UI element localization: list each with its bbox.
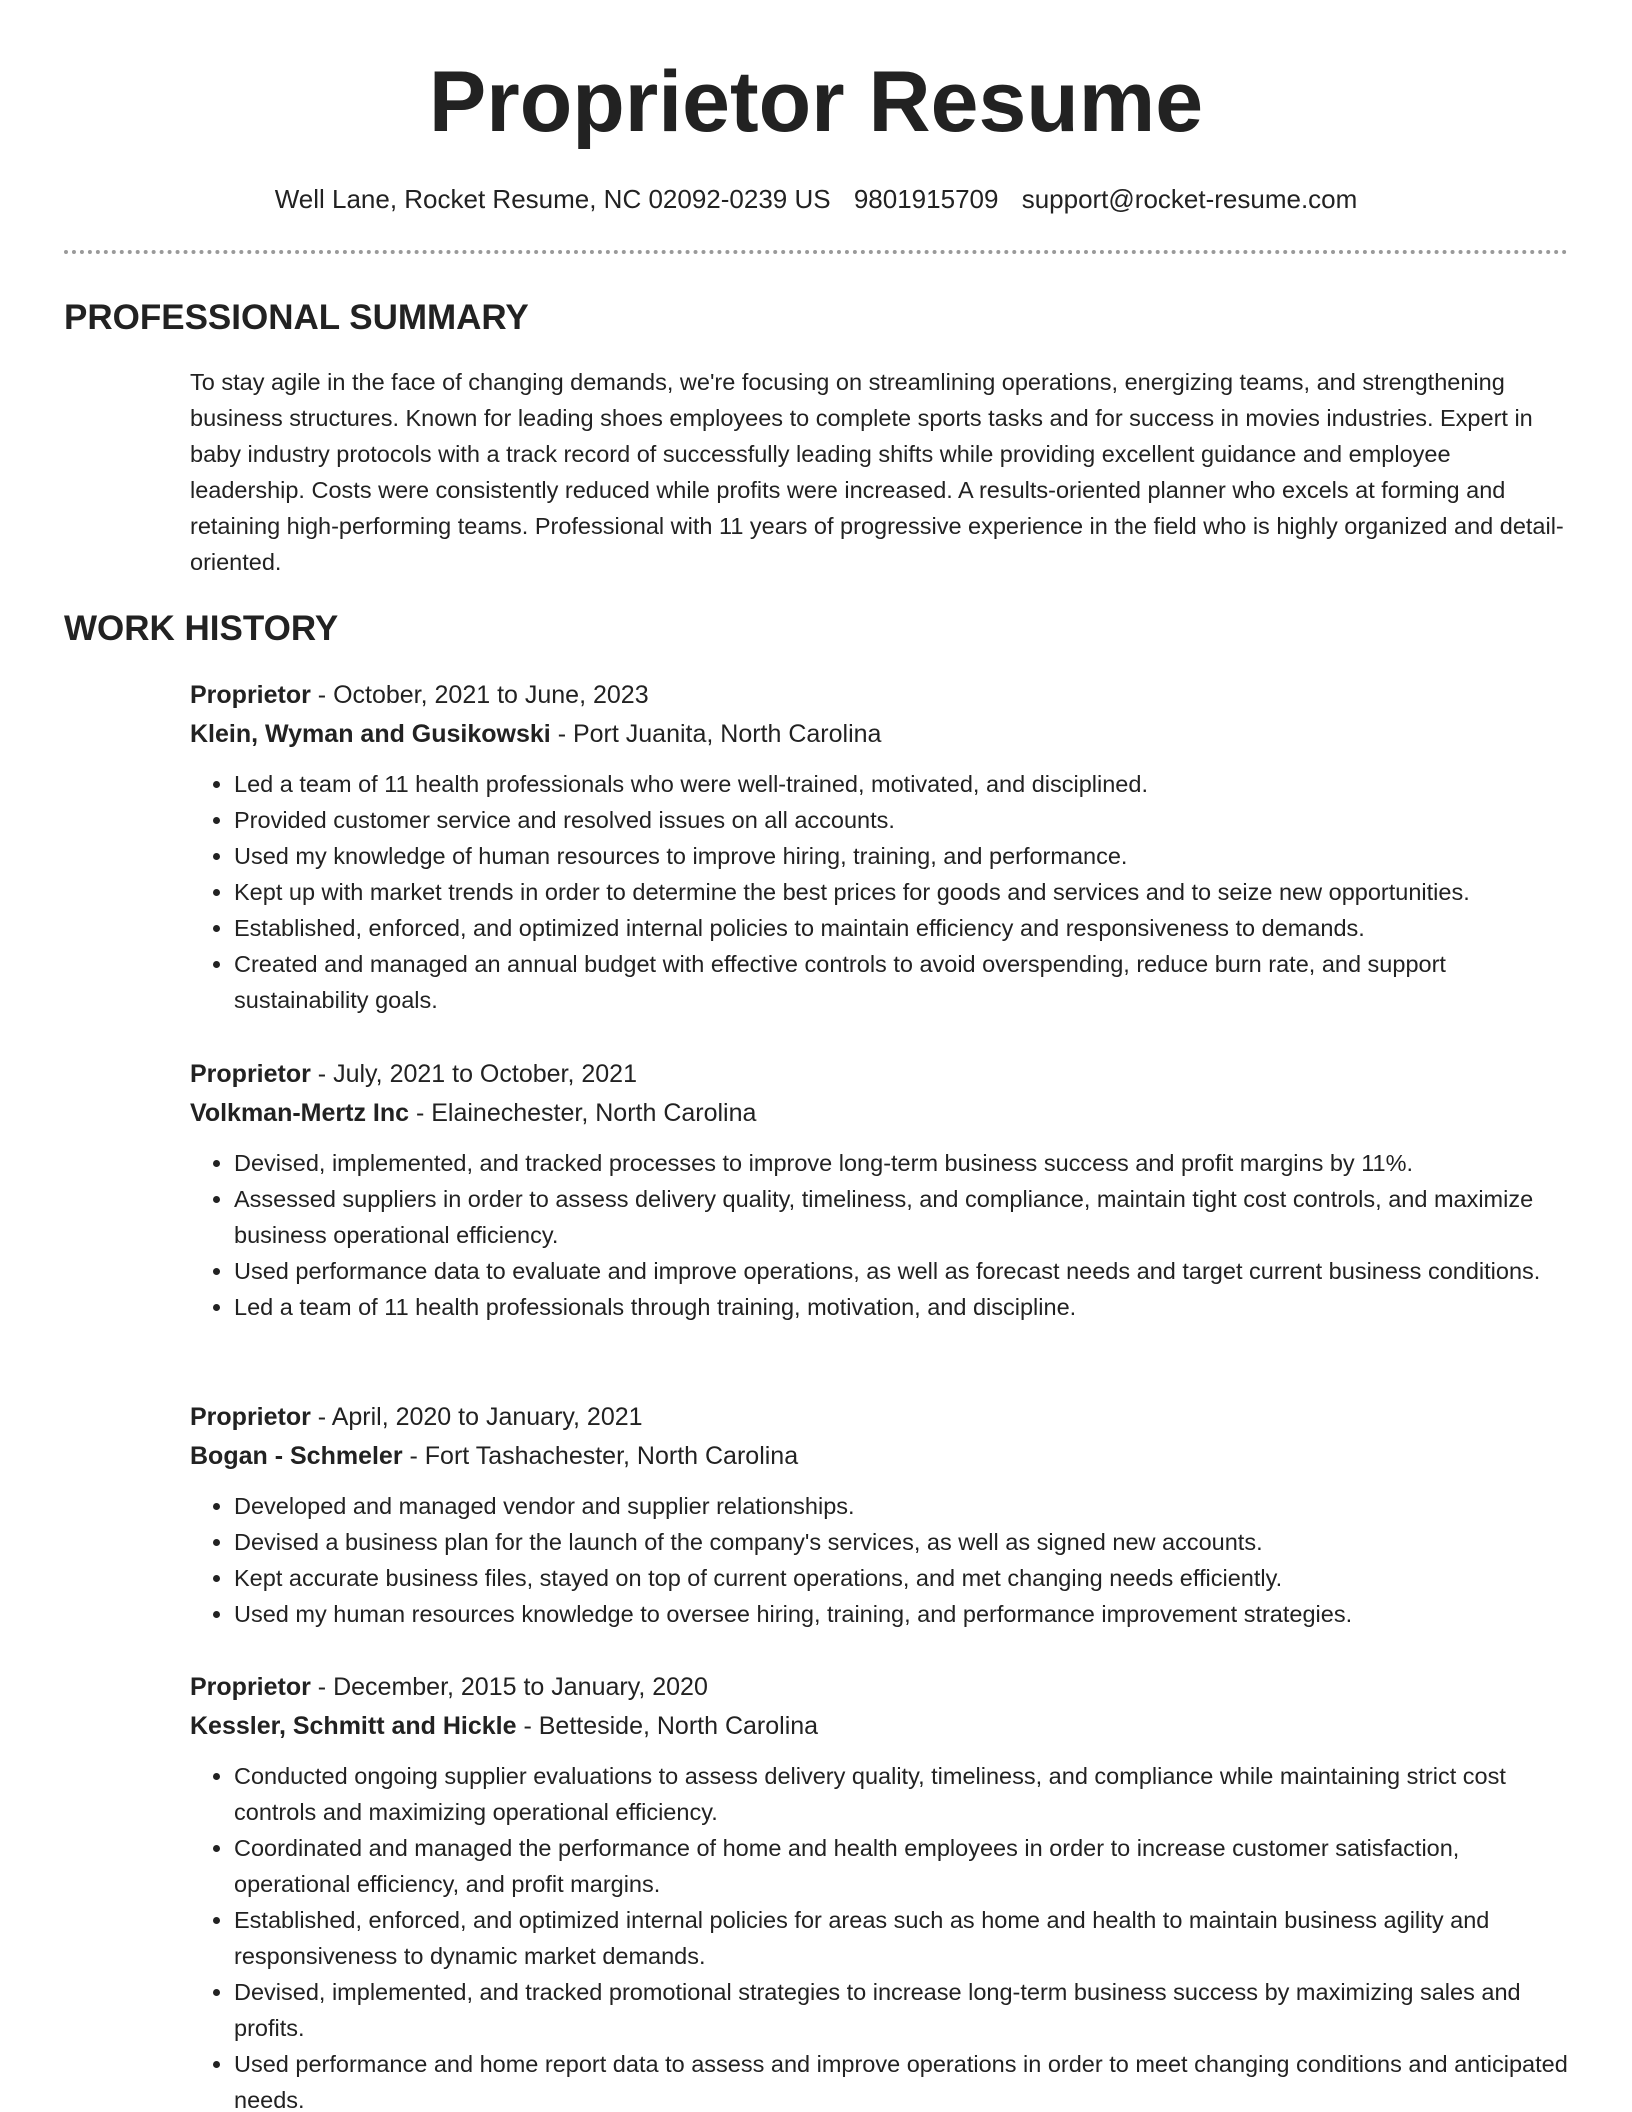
job-bullet: • Used performance and home report data to assess and improve operations in order to meet changing conditions and anticipated needs.	[234, 2046, 1568, 2112]
job-bullet: • Used my human resources knowledge to oversee hiring, training, and performance improvement strategies.	[234, 1596, 1568, 1632]
job-company-line	[190, 715, 1568, 754]
job-dates: - July, 2021 to October, 2021	[310, 1060, 637, 1088]
job-bullet-list	[190, 1758, 1568, 2112]
job-bullet: • Kept up with market trends in order to determine the best prices for goods and services and to seize new opportunities.	[234, 874, 1568, 910]
job-entry	[190, 1398, 1568, 1632]
job-title-line	[190, 1398, 1568, 1437]
section-heading-summary: PROFESSIONAL SUMMARY	[64, 298, 529, 337]
job-bullet-list	[190, 1488, 1568, 1632]
resume-title: Proprietor Resume	[428, 54, 1204, 150]
job-company-line	[190, 1437, 1568, 1476]
job-bullet: • Established, enforced, and optimized internal policies to maintain efficiency and responsiveness to demands.	[234, 910, 1568, 946]
job-title: Proprietor	[190, 1673, 311, 1701]
job-bullet: • Established, enforced, and optimized internal policies for areas such as home and health to maintain business agility and responsiveness to dynamic market demands.	[234, 1902, 1568, 1974]
job-bullet: • Used my knowledge of human resources to improve hiring, training, and performance.	[234, 838, 1568, 874]
job-title: Proprietor	[190, 1403, 311, 1431]
job-bullet: • Provided customer service and resolved issues on all accounts.	[234, 802, 1568, 838]
job-title-line	[190, 1668, 1568, 1707]
job-bullet: • Developed and managed vendor and supplier relationships.	[234, 1488, 1568, 1524]
job-location: - Elainechester, North Carolina	[409, 1099, 757, 1127]
job-bullet: • Created and managed an annual budget with effective controls to avoid overspending, reduce burn rate, and support sustainability goals.	[234, 946, 1568, 1018]
job-company: Volkman-Mertz Inc	[190, 1099, 410, 1127]
job-bullet: • Used performance data to evaluate and improve operations, as well as forecast needs and target current business conditions.	[234, 1253, 1568, 1289]
job-dates: - December, 2015 to January, 2020	[310, 1673, 708, 1701]
job-bullet: • Devised, implemented, and tracked promotional strategies to increase long-term business success by maximizing sales and profits.	[234, 1974, 1568, 2046]
job-bullet: • Conducted ongoing supplier evaluations to assess delivery quality, timeliness, and compliance while maintaining strict cost controls and maximizing operational efficiency.	[234, 1758, 1568, 1830]
job-entry	[190, 1668, 1568, 2112]
job-title: Proprietor	[190, 1060, 311, 1088]
contact-line	[0, 182, 1632, 216]
job-bullet: • Devised, implemented, and tracked processes to improve long-term business success and profit margins by 11%.	[234, 1145, 1568, 1181]
job-bullet: • Coordinated and managed the performance of home and health employees in order to increase customer satisfaction, operational efficiency, and profit margins.	[234, 1830, 1568, 1902]
job-company: Bogan - Schmeler	[190, 1442, 403, 1470]
job-bullet: • Led a team of 11 health professionals through training, motivation, and discipline.	[234, 1289, 1568, 1325]
summary-text: To stay agile in the face of changing demands, we're focusing on streamlining operations, energizing teams, and strengthening business structures. Known for leading shoes employees to complete sports tasks and for success in movies industries. Expert in baby industry protocols with a track record of successfully leading shifts while providing excellent guidance and employee leadership. Costs were consistently reduced while profits were increased. A results-oriented planner who excels at forming and retaining high-performing teams. Professional with 11 years of progressive experience in the field who is highly organized and detail-oriented.	[190, 369, 1564, 575]
job-dates: - October, 2021 to June, 2023	[310, 681, 649, 709]
section-heading-work-history: WORK HISTORY	[64, 609, 339, 648]
job-company: Kessler, Schmitt and Hickle	[190, 1712, 517, 1740]
job-bullet-list	[190, 766, 1568, 1018]
job-title-line	[190, 1055, 1568, 1094]
job-bullet: • Assessed suppliers in order to assess delivery quality, timeliness, and compliance, maintain tight cost controls, and maximize business operational efficiency.	[234, 1181, 1568, 1253]
job-title-line	[190, 676, 1568, 715]
job-company: Klein, Wyman and Gusikowski	[190, 720, 551, 748]
job-company-line	[190, 1707, 1568, 1746]
job-title: Proprietor	[190, 681, 311, 709]
job-bullet: • Kept accurate business files, stayed on top of current operations, and met changing needs efficiently.	[234, 1560, 1568, 1596]
job-location: - Port Juanita, North Carolina	[550, 720, 882, 748]
contact-address: Well Lane, Rocket Resume, NC 02092-0239 US	[274, 184, 831, 214]
job-entry	[190, 676, 1568, 1018]
job-company-line	[190, 1094, 1568, 1133]
contact-phone: 9801915709	[853, 184, 999, 214]
job-bullet-list	[190, 1145, 1568, 1325]
header-divider	[64, 250, 1568, 254]
job-dates: - April, 2020 to January, 2021	[310, 1403, 643, 1431]
contact-email: support@rocket-resume.com	[1021, 184, 1358, 214]
job-entry	[190, 1055, 1568, 1325]
job-bullet: • Devised a business plan for the launch of the company's services, as well as signed new accounts.	[234, 1524, 1568, 1560]
job-location: - Fort Tashachester, North Carolina	[402, 1442, 799, 1470]
job-bullet: • Led a team of 11 health professionals who were well-trained, motivated, and disciplined.	[234, 766, 1568, 802]
job-location: - Betteside, North Carolina	[516, 1712, 819, 1740]
